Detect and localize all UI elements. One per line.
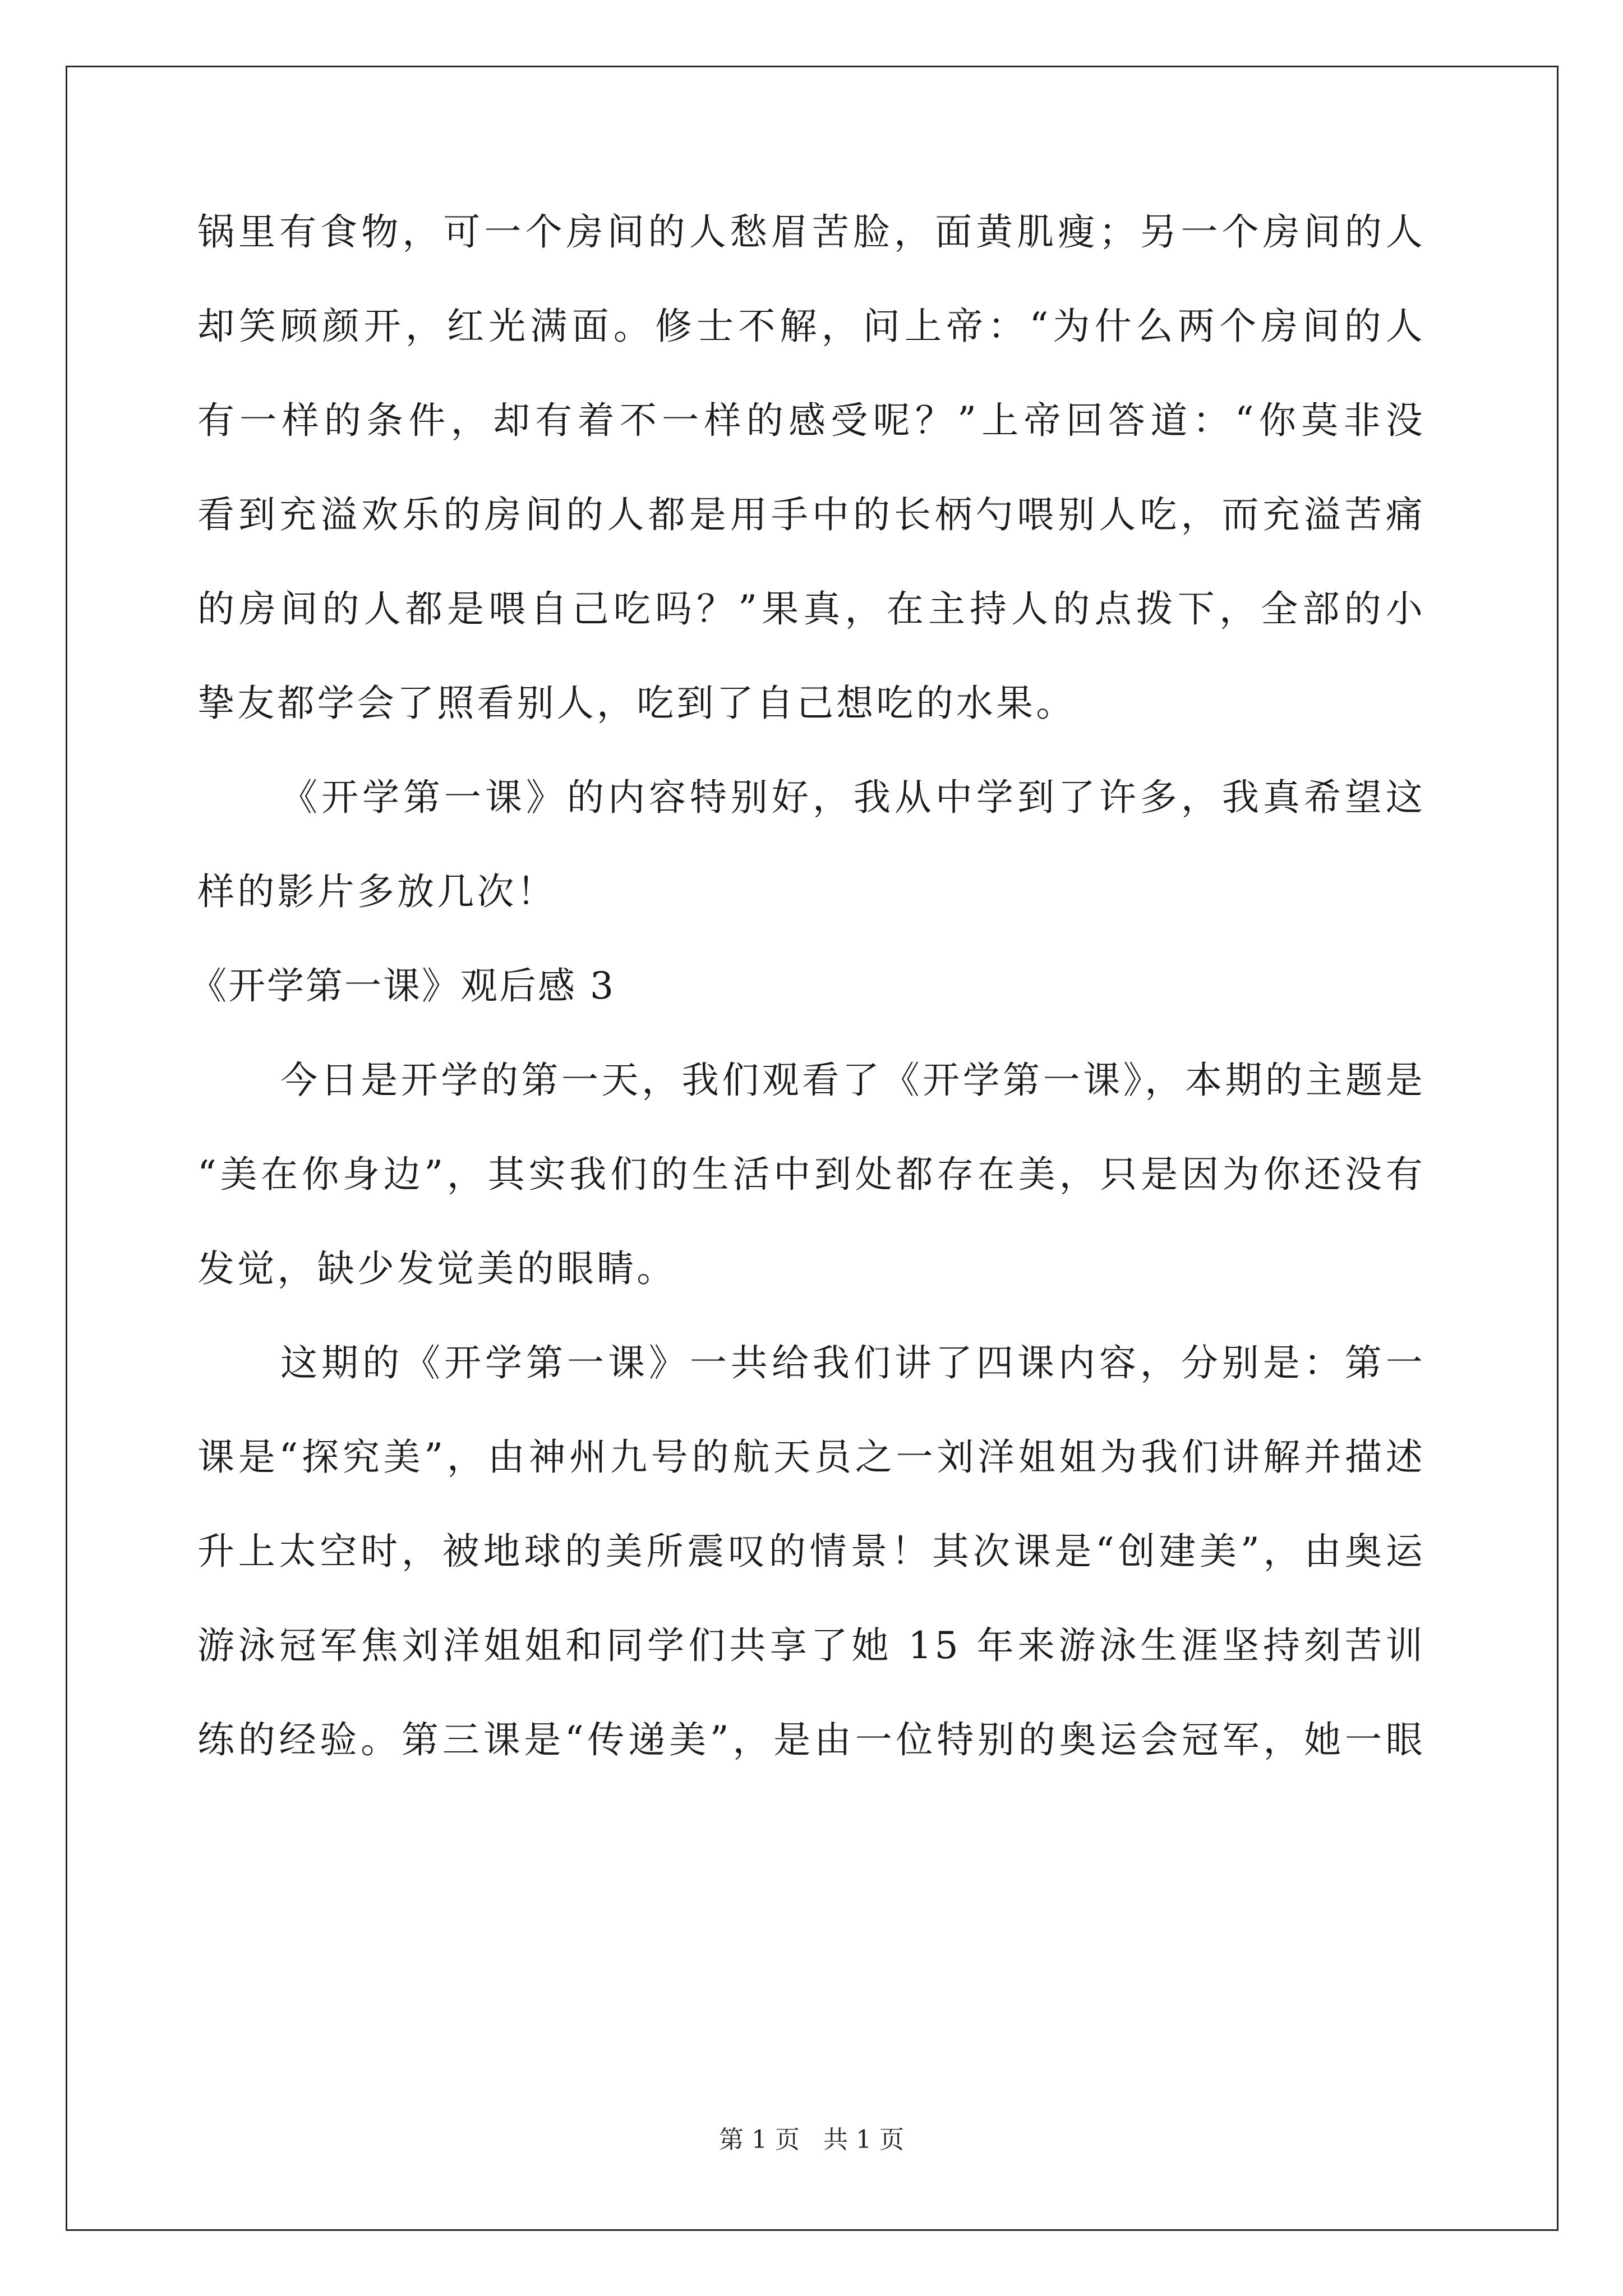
paragraph — [197, 1341, 1426, 1761]
text-line: 练的经验。第三课是“传递美”，是由一位特别的奥运会冠军，她一眼 — [197, 1718, 1426, 1761]
text-line: 今日是开学的第一天，我们观看了《开学第一课》，本期的主题是 — [280, 1059, 1426, 1102]
text-line: 的房间的人都是喂自己吃吗？”果真，在主持人的点拨下，全部的小 — [197, 587, 1426, 631]
paragraph — [197, 776, 1426, 913]
page-number: 第 1 页 — [719, 2125, 800, 2154]
text-line: 游泳冠军焦刘洋姐姐和同学们共享了她 15 年来游泳生涯坚持刻苦训 — [197, 1624, 1426, 1667]
text-line: 样的影片多放几次！ — [197, 870, 557, 913]
text-line: 升上太空时，被地球的美所震叹的情景！其次课是“创建美”，由奥运 — [197, 1530, 1426, 1573]
paragraph — [197, 1061, 1426, 1288]
text-line: 课是“探究美”，由神州九号的航天员之一刘洋姐姐为我们讲解并描述 — [197, 1435, 1426, 1479]
text-line: 发觉，缺少发觉美的眼睛。 — [197, 1247, 677, 1290]
text-line: 却笑顾颜开，红光满面。修士不解，问上帝：“为什么两个房间的人 — [197, 305, 1426, 348]
text-line: 挚友都学会了照看别人，吃到了自己想吃的水果。 — [197, 682, 1076, 725]
text-line: “美在你身边”，其实我们的生活中到处都存在美，只是因为你还没有 — [197, 1153, 1426, 1196]
page-total: 共 1 页 — [823, 2125, 904, 2154]
text-line: 锅里有食物，可一个房间的人愁眉苦脸，面黄肌瘦；另一个房间的人 — [197, 210, 1426, 254]
section-heading: 《开学第一课》观后感 3 — [190, 964, 615, 1007]
document-body — [190, 210, 1426, 1761]
text-line: 这期的《开学第一课》一共给我们讲了四课内容，分别是：第一 — [280, 1341, 1426, 1384]
page-footer — [0, 2126, 1623, 2154]
text-line: 《开学第一课》的内容特别好，我从中学到了许多，我真希望这 — [280, 776, 1426, 819]
text-line: 看到充溢欢乐的房间的人都是用手中的长柄勺喂别人吃，而充溢苦痛 — [197, 493, 1426, 536]
paragraph — [197, 210, 1426, 725]
text-line: 有一样的条件，却有着不一样的感受呢？”上帝回答道：“你莫非没 — [197, 399, 1426, 442]
